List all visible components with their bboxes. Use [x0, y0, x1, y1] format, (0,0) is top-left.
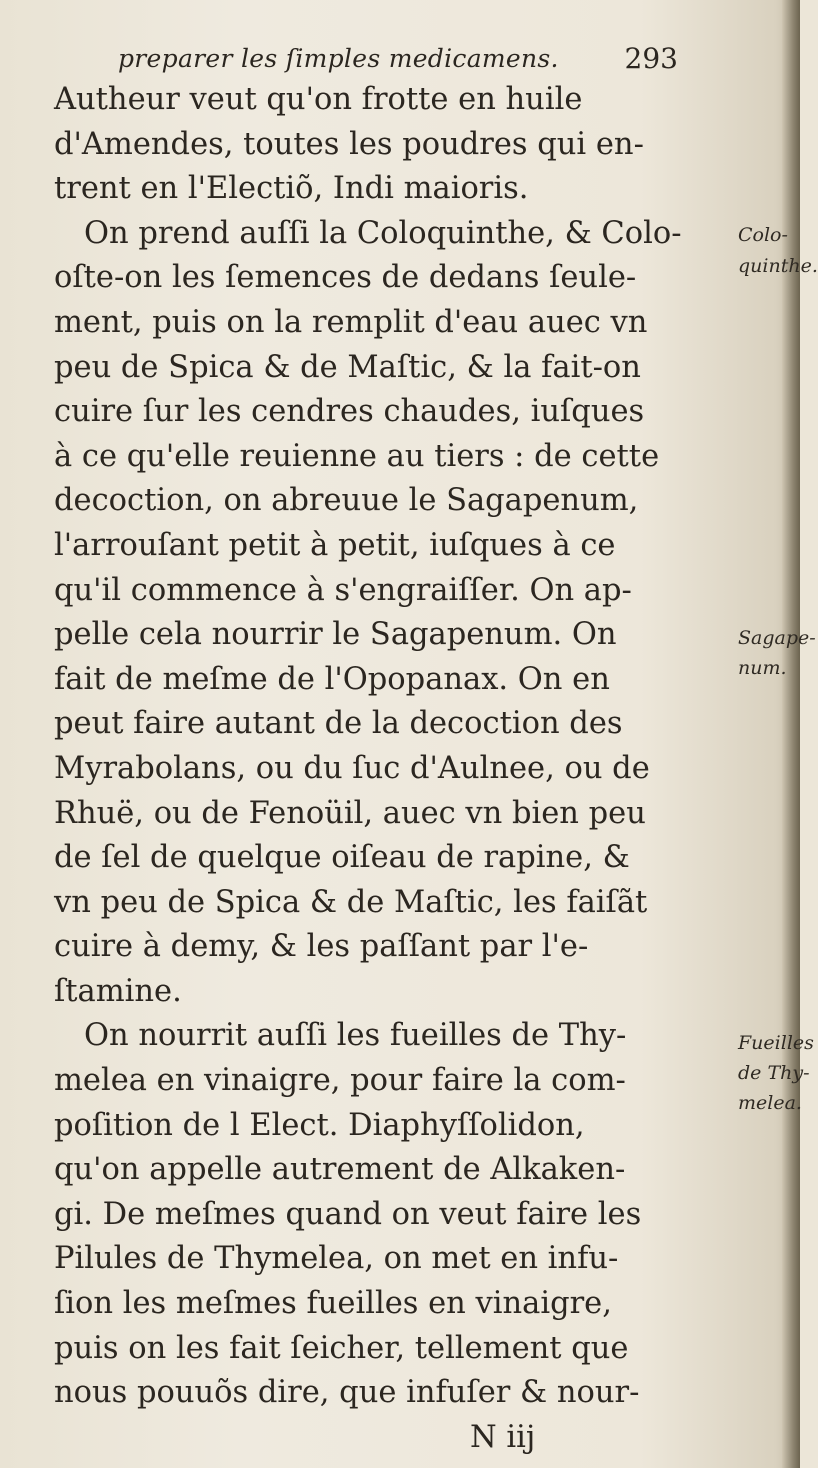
margin-note: quinthe. — [738, 255, 818, 277]
text-line: On nourrit auſſi les fueilles de Thy- — [84, 1018, 627, 1054]
margin-note: Sagape- — [738, 627, 816, 649]
text-line: l'arrouſant petit à petit, iuſques à ce — [54, 527, 616, 563]
margin-note: Fueilles — [738, 1032, 814, 1054]
margin-note: num. — [738, 657, 787, 679]
margin-note: Colo- — [738, 224, 788, 246]
text-line: nous pouuõs dire, que infuſer & nour- — [54, 1375, 640, 1411]
text-line: d'Amendes, toutes les poudres qui en- — [54, 126, 644, 162]
text-line: puis on les fait ſeicher, tellement que — [54, 1330, 629, 1366]
text-line: fait de meſme de l'Opopanax. On en — [54, 661, 610, 697]
running-title: preparer les ſimples medicamens. — [118, 44, 559, 73]
body-text — [54, 78, 734, 1460]
text-line: Autheur veut qu'on frotte en huile — [54, 82, 583, 117]
text-line: decoction, on abreuue le Sagapenum, — [54, 483, 639, 519]
text-line: à ce qu'elle reuienne au tiers : de cette — [54, 438, 660, 474]
margin-note: de Thy- — [738, 1062, 810, 1084]
text-line: ment, puis on la remplit d'eau auec vn — [54, 304, 648, 340]
text-line: Myrabolans, ou du ſuc d'Aulnee, ou de — [54, 750, 650, 786]
text-line: melea en vinaigre, pour faire la com- — [54, 1063, 626, 1099]
text-line: qu'on appelle autrement de Alkaken- — [54, 1152, 626, 1188]
page-edge-shadow — [782, 0, 800, 1468]
signature-mark: N iij — [470, 1419, 536, 1455]
text-line: oſte-on les ſemences de dedans ſeule- — [54, 260, 637, 296]
text-line: peut faire autant de la decoction des — [54, 706, 623, 742]
text-line: poſition de l Elect. Diaphyſſolidon, — [54, 1107, 585, 1143]
text-line: vn peu de Spica & de Maſtic, les faiſãt — [54, 884, 648, 920]
text-line: peu de Spica & de Maſtic, & la fait-on — [54, 349, 641, 385]
text-line: Pilules de Thymelea, on met en infu- — [54, 1241, 619, 1277]
text-line: On prend auſſi la Coloquinthe, & Colo- — [84, 215, 682, 251]
text-line: de ſel de quelque oiſeau de rapine, & — [54, 840, 630, 876]
text-line: cuire à demy, & les paſſant par l'e- — [54, 929, 589, 965]
text-line: ſion les meſmes fueilles en vinaigre, — [54, 1286, 612, 1322]
text-line: cuire ſur les cendres chaudes, iuſques — [54, 394, 645, 430]
margin-note: melea. — [738, 1092, 802, 1114]
text-line: Rhuë, ou de Fenoüil, auec vn bien peu — [54, 795, 646, 831]
text-line: pelle cela nourrir le Sagapenum. On — [54, 617, 617, 653]
page-number: 293 — [624, 42, 678, 75]
text-line: gi. De meſmes quand on veut faire les — [54, 1196, 642, 1232]
text-line: trent en l'Electiõ, Indi maioris. — [54, 171, 529, 207]
text-line: qu'il commence à s'engraiſſer. On ap- — [54, 572, 632, 608]
text-line: ſtamine. — [54, 973, 182, 1009]
